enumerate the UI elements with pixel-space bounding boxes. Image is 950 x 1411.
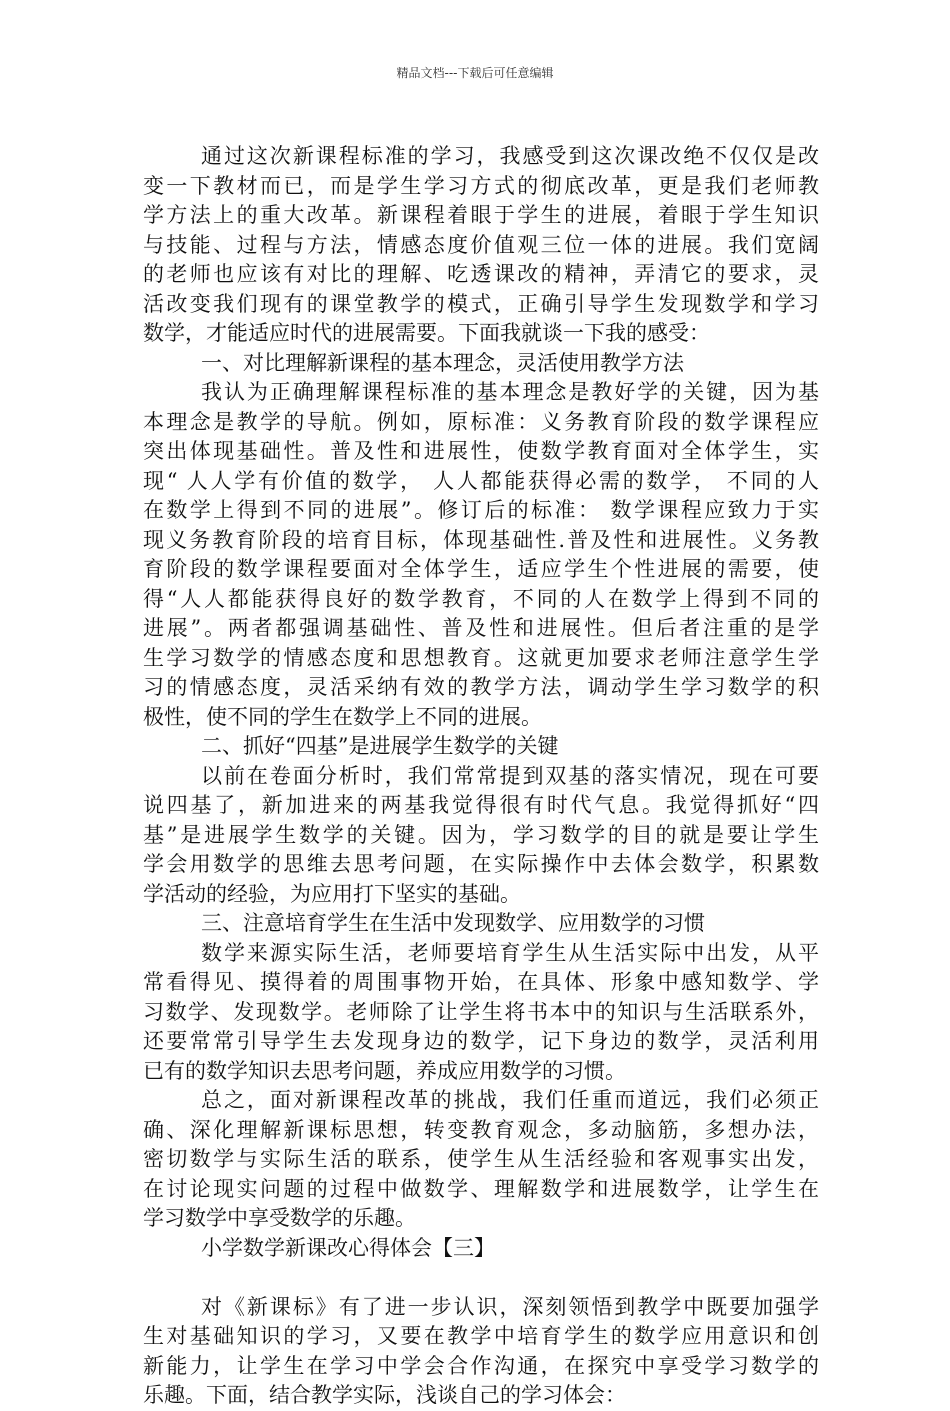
text-line: 得“人人都能获得良好的数学教育，不同的人在数学上得到不同的: [143, 586, 819, 611]
text-line: 新能力，让学生在学习中学会合作沟通，在探究中享受学习数学的: [143, 1353, 819, 1378]
text-line: 以前在卷面分析时，我们常常提到双基的落实情况，现在可要: [201, 763, 819, 788]
text-line: 变一下教材而已，而是学生学习方式的彻底改革，更是我们老师教: [143, 173, 819, 198]
text-line: 与技能、过程与方法，情感态度价值观三位一体的进展。我们宽阔: [143, 232, 819, 257]
text-line: 习的情感态度，灵活采纳有效的教学方法，调动学生学习数学的积: [143, 675, 819, 699]
text-line: 密切数学与实际生活的联系，使学生从生活经验和客观事实出发，: [143, 1147, 819, 1171]
text-line: 本理念是教学的导航。例如，原标准：义务教育阶段的数学课程应: [143, 409, 819, 434]
text-line: 小学数学新课改心得体会【三】: [201, 1235, 495, 1260]
text-line: 数学，才能适应时代的进展需要。下面我就谈一下我的感受：: [143, 321, 710, 345]
text-line: 学习数学中享受数学的乐趣。: [143, 1206, 416, 1230]
text-line: 习数学、发现数学。老师除了让学生将书本中的知识与生活联系外，: [143, 999, 819, 1024]
text-line: 现“ 人人学有价值的数学， 人人都能获得必需的数学， 不同的人: [143, 468, 819, 493]
blank-line: [143, 1263, 819, 1293]
text-line: 极性，使不同的学生在数学上不同的进展。: [143, 704, 542, 729]
text-line: 一、对比理解新课程的基本理念，灵活使用教学方法: [201, 350, 684, 375]
text-line: 基”是进展学生数学的关键。因为，学习数学的目的就是要让学生: [143, 822, 819, 847]
text-line: 生学习数学的情感态度和思想教育。这就更加要求老师注意学生学: [143, 645, 819, 670]
text-line: 突出体现基础性。普及性和进展性，使数学教育面对全体学生，实: [143, 439, 819, 463]
document-body: [143, 142, 819, 1411]
text-line: 在讨论现实问题的过程中做数学、理解数学和进展数学，让学生在: [143, 1176, 819, 1201]
text-line: 学方法上的重大改革。新课程着眼于学生的进展，着眼于学生知识: [143, 203, 819, 227]
text-line: 活改变我们现有的课堂教学的模式，正确引导学生发现数学和学习: [143, 291, 819, 316]
text-line: 还要常常引导学生去发现身边的数学，记下身边的数学，灵活利用: [143, 1029, 819, 1053]
page-header: 精品文档---下载后可任意编辑: [396, 66, 554, 80]
text-line: 对《新课标》有了进一步认识，深刻领悟到教学中既要加强学: [201, 1294, 819, 1319]
text-line: 二、抓好“四基”是进展学生数学的关键: [201, 734, 559, 758]
text-line: 通过这次新课程标准的学习，我感受到这次课改绝不仅仅是改: [201, 144, 819, 168]
text-line: 确、深化理解新课标思想，转变教育观念，多动脑筋，多想办法，: [143, 1117, 819, 1142]
text-line: 的老师也应该有对比的理解、吃透课改的精神，弄清它的要求，灵: [143, 262, 819, 286]
text-line: 总之，面对新课程改革的挑战，我们任重而道远，我们必须正: [201, 1088, 819, 1112]
text-line: 学会用数学的思维去思考问题，在实际操作中去体会数学，积累数: [143, 852, 819, 876]
text-line: 育阶段的数学课程要面对全体学生，适应学生个性进展的需要，使: [143, 557, 819, 581]
text-line: 说四基了，新加进来的两基我觉得很有时代气息。我觉得抓好“四: [143, 793, 819, 817]
text-line: 进展”。两者都强调基础性、普及性和进展性。但后者注重的是学: [143, 616, 819, 640]
text-line: 数学来源实际生活，老师要培育学生从生活实际中出发，从平: [201, 940, 819, 965]
text-line: 乐趣。下面，结合教学实际，浅谈自己的学习体会：: [143, 1383, 626, 1407]
text-line: 现义务教育阶段的培育目标，体现基础性.普及性和进展性。义务教: [143, 527, 819, 552]
text-line: 已有的数学知识去思考问题，养成应用数学的习惯。: [143, 1058, 626, 1083]
text-line: 在数学上得到不同的进展”。修订后的标准： 数学课程应致力于实: [143, 498, 819, 522]
text-line: 三、注意培育学生在生活中发现数学、应用数学的习惯: [201, 911, 705, 935]
text-line: 学活动的经验，为应用打下坚实的基础。: [143, 881, 521, 906]
text-line: 常看得见、摸得着的周围事物开始，在具体、形象中感知数学、学: [143, 970, 819, 994]
text-line: 生对基础知识的学习，又要在教学中培育学生的数学应用意识和创: [143, 1324, 819, 1348]
text-line: 我认为正确理解课程标准的基本理念是教好学的关键，因为基: [201, 380, 819, 404]
